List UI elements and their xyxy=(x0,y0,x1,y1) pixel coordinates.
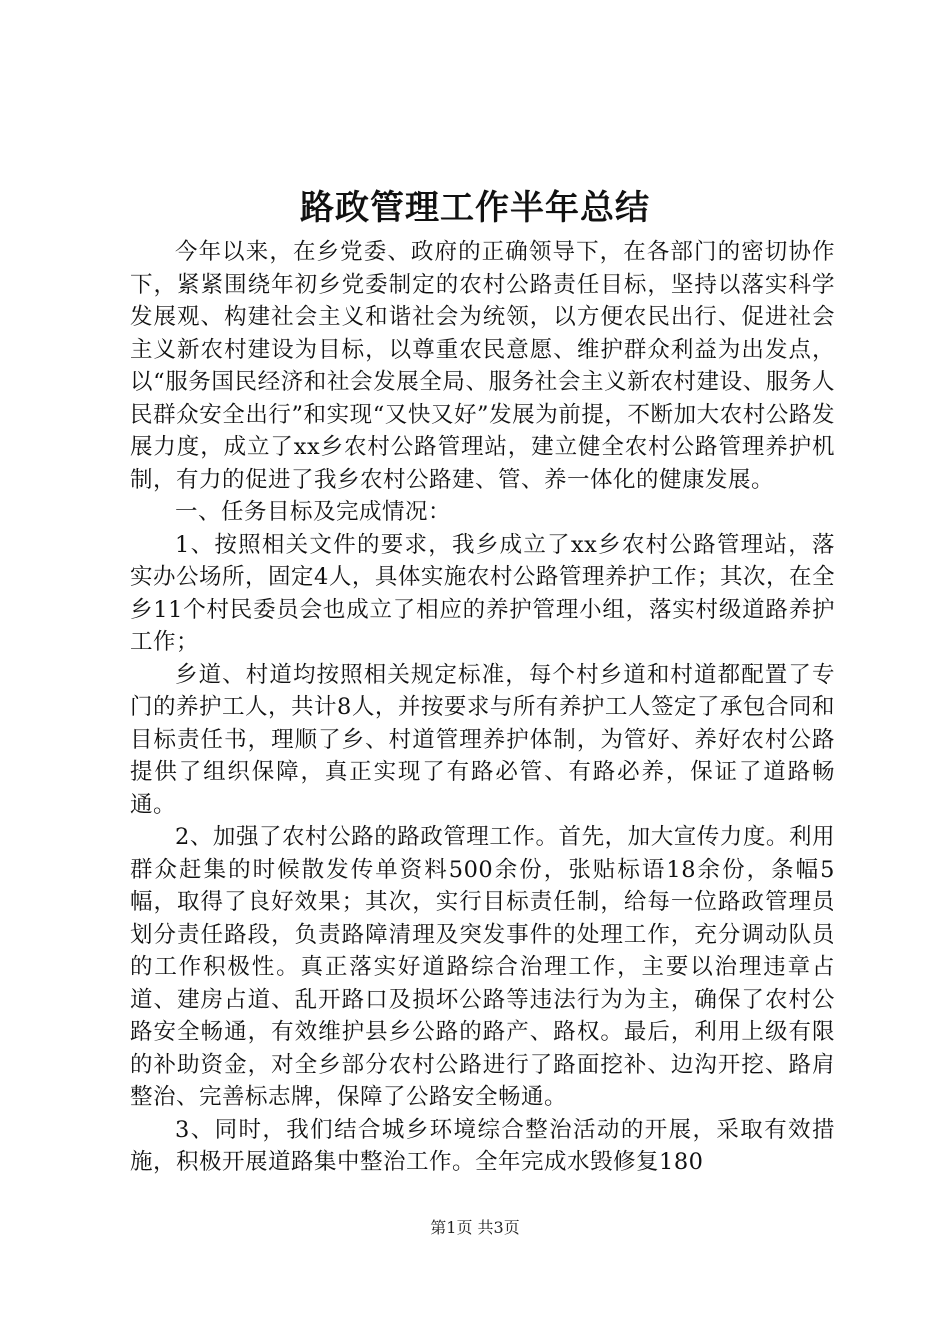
paragraph-intro: 今年以来，在乡党委、政府的正确领导下，在各部门的密切协作下，紧紧围绕年初乡党委制定的农村公路责任目标，坚持以落实科学发展观、构建社会主义和谐社会为统领，以方便农民出行、促进社会主义新农村建设为目标，以尊重农民意愿、维护群众利益为出发点，以“服务国民经济和社会发展全局、服务社会主义新农村建设、服务人民群众安全出行”和实现“又快又好”发展为前提，不断加大农村公路发展力度，成立了xx乡农村公路管理站，建立健全农村公路管理养护机制，有力的促进了我乡农村公路建、管、养一体化的健康发展。 xyxy=(130,239,835,493)
paragraph-item-3: 3、同时，我们结合城乡环境综合整治活动的开展，采取有效措施，积极开展道路集中整治工作。全年完成水毁修复180 xyxy=(130,1116,835,1175)
document-title: 路政管理工作半年总结 xyxy=(300,188,650,228)
paragraph-item-2: 2、加强了农村公路的路政管理工作。首先，加大宣传力度。利用群众赶集的时候散发传单资料500余份，张贴标语18余份，条幅5幅，取得了良好效果；其次，实行目标责任制，给每一位路政管理员划分责任路段，负责路障清理及突发事件的处理工作，充分调动队员的工作积极性。真正落实好道路综合治理工作，主要以治理违章占道、建房占道、乱开路口及损坏公路等违法行为为主，确保了农村公路安全畅通，有效维护县乡公路的路产、路权。最后，利用上级有限的补助资金，对全乡部分农村公路进行了路面挖补、边沟开挖、路肩整治、完善标志牌，保障了公路安全畅通。 xyxy=(130,824,835,1110)
page-number-footer: 第1页 共3页 xyxy=(430,1218,520,1237)
section-heading-tasks: 一、任务目标及完成情况： xyxy=(175,499,452,525)
document-body xyxy=(130,236,835,1179)
paragraph-item-1: 1、按照相关文件的要求，我乡成立了xx乡农村公路管理站，落实办公场所，固定4人，具体实施农村公路管理养护工作；其次，在全乡11个村民委员会也成立了相应的养护管理小组，落实村级道路养护工作； xyxy=(130,531,835,655)
paragraph-roads: 乡道、村道均按照相关规定标准，每个村乡道和村道都配置了专门的养护工人，共计8人，并按要求与所有养护工人签定了承包合同和目标责任书，理顺了乡、村道管理养护体制，为管好、养好农村公路提供了组织保障，真正实现了有路必管、有路必养，保证了道路畅通。 xyxy=(130,661,835,818)
